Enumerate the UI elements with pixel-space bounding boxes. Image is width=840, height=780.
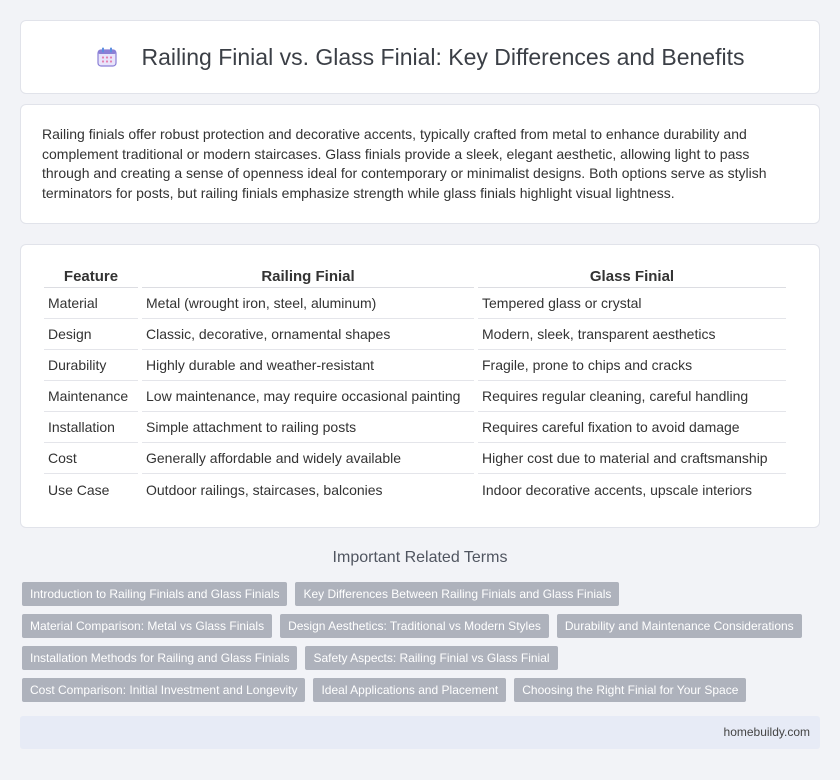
table-cell: Requires careful fixation to avoid damage [478,412,786,443]
tag-row [22,614,822,638]
table-cell: Highly durable and weather-resistant [142,350,474,381]
table-cell: Fragile, prone to chips and cracks [478,350,786,381]
comparison-table-card [20,244,820,528]
related-term-tag[interactable]: Durability and Maintenance Considerations [557,614,802,638]
table-cell: Use Case [48,481,110,498]
table-row [44,412,786,443]
table-row [44,443,786,474]
table-cell: Generally affordable and widely available [142,443,474,474]
table-cell: Simple attachment to railing posts [142,412,474,443]
title-card [20,20,820,94]
comparison-table [40,267,790,505]
table-row [44,319,786,350]
table-cell: Metal (wrought iron, steel, aluminum) [142,288,474,319]
related-term-tag[interactable]: Ideal Applications and Placement [313,678,506,702]
table-cell: Durability [44,350,138,381]
footer [20,716,820,749]
intro-paragraph: Railing finials offer robust protection and decorative accents, typically crafted from metal to enhance durability and complement traditional or modern staircases. Glass finials provide a sleek, elegant aesthetic, allowing light to pass through and creating a sense of openness ideal for contemporary or minimalist designs. Both options serve as stylish terminators for posts, but railing finials emphasize strength while glass finials highlight visual lightness. [42,126,767,201]
table-cell: Design [44,319,138,350]
related-term-tag[interactable]: Material Comparison: Metal vs Glass Finials [22,614,272,638]
table-cell: Maintenance [44,381,138,412]
intro-card [20,104,820,224]
related-term-tag[interactable]: Cost Comparison: Initial Investment and Longevity [22,678,305,702]
column-header: Feature [44,267,138,288]
table-cell: Requires regular cleaning, careful handling [478,381,786,412]
related-term-tag[interactable]: Key Differences Between Railing Finials and Glass Finials [295,582,619,606]
related-term-tag[interactable]: Safety Aspects: Railing Finial vs Glass Finial [305,646,557,670]
table-cell: Installation [44,412,138,443]
related-term-tag[interactable]: Introduction to Railing Finials and Glass Finials [22,582,287,606]
table-cell: Low maintenance, may require occasional painting [142,381,474,412]
table-cell: Material [44,288,138,319]
table-header-row [44,267,786,288]
column-header: Glass Finial [478,267,786,288]
table-cell: Classic, decorative, ornamental shapes [142,319,474,350]
table-cell: Cost [44,443,138,474]
page-title: Railing Finial vs. Glass Finial: Key Differences and Benefits [141,43,745,70]
related-term-tag[interactable]: Choosing the Right Finial for Your Space [514,678,746,702]
table-cell: Tempered glass or crystal [478,288,786,319]
table-cell: Indoor decorative accents, upscale interiors [482,481,753,498]
calendar-icon [96,46,118,68]
related-term-tag[interactable]: Installation Methods for Railing and Glass Finials [22,646,297,670]
column-header: Railing Finial [142,267,474,288]
related-term-tag[interactable]: Design Aesthetics: Traditional vs Modern Styles [280,614,549,638]
tag-row [22,678,822,702]
related-terms-list [22,582,822,710]
table-row [44,288,786,319]
table-row [44,474,786,505]
tag-row [22,646,822,670]
table-row [44,350,786,381]
table-row [44,381,786,412]
tag-row [22,582,822,606]
table-cell: Modern, sleek, transparent aesthetics [478,319,786,350]
table-cell: Outdoor railings, staircases, balconies [146,481,383,498]
related-terms-heading: Important Related Terms [332,549,508,566]
table-cell: Higher cost due to material and craftsmanship [478,443,786,474]
footer-site-link[interactable]: homebuildy.com [723,725,810,739]
